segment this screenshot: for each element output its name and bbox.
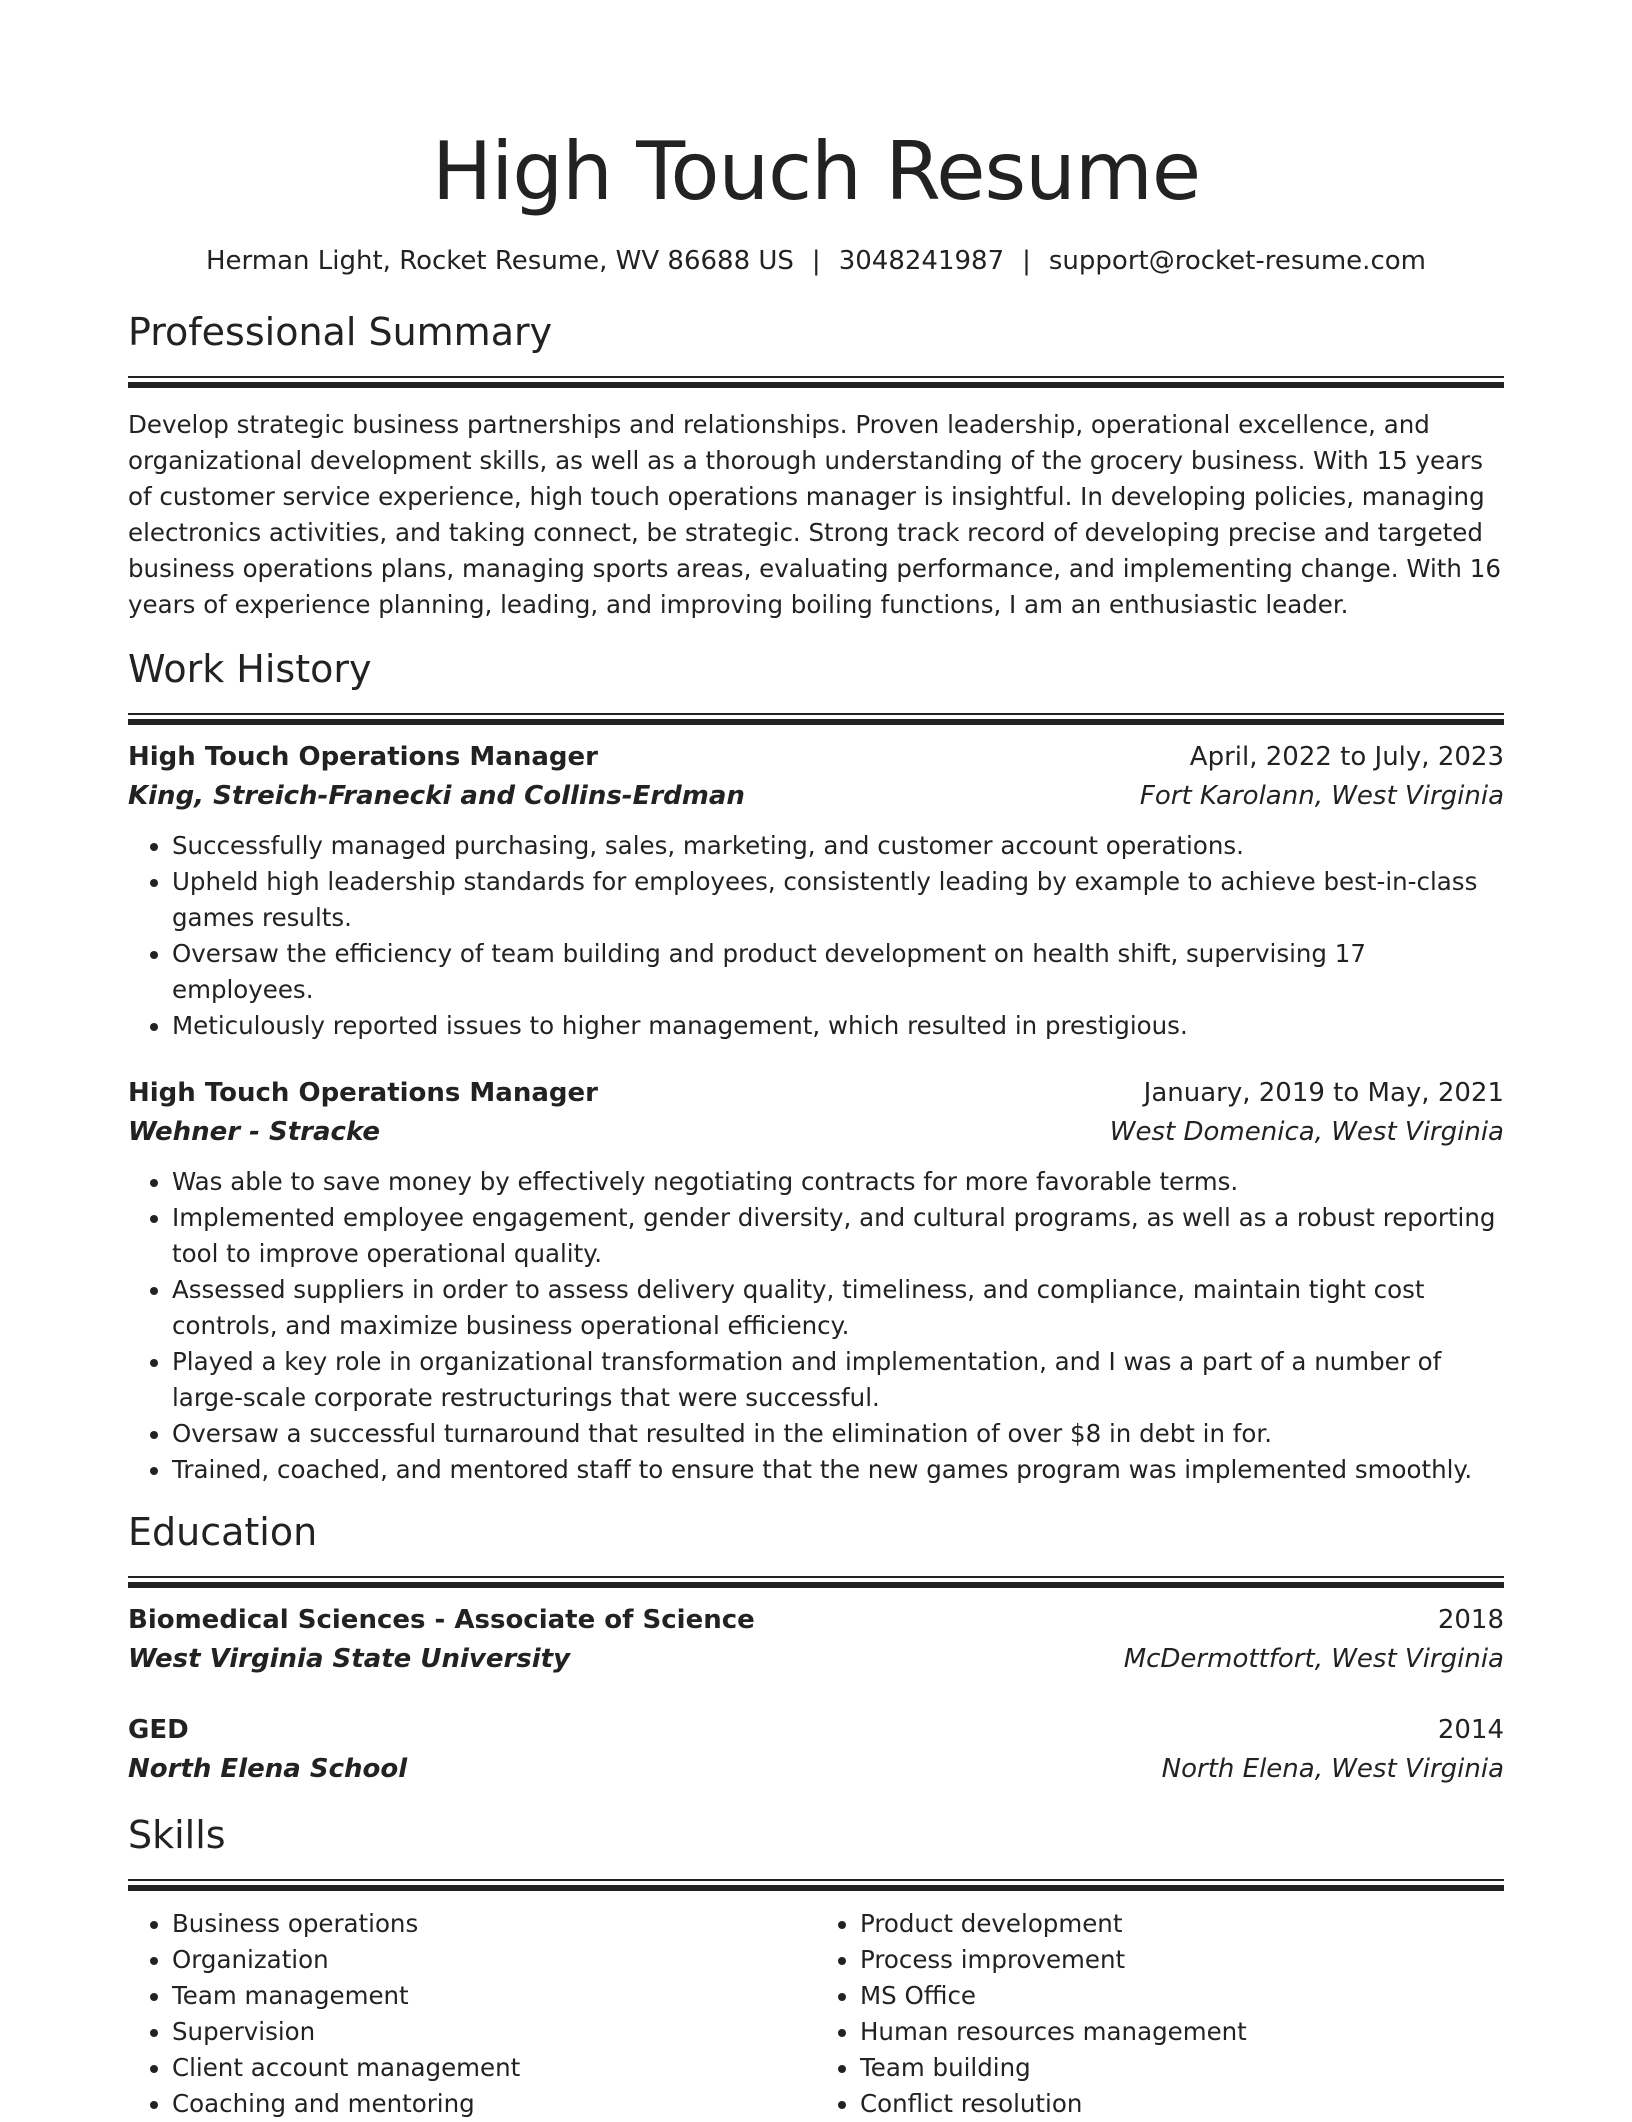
job-location: West Domenica, West Virginia: [1109, 1117, 1504, 1147]
skill-item: • MS Office: [860, 1978, 1504, 2014]
list-item: • Played a key role in organizational transformation and implementation, and I was a part of a number of large-scale corporate restructurings that were successful.: [172, 1344, 1504, 1416]
list-item: • Upheld high leadership standards for employees, consistently leading by example to achieve best-in-class games results.: [172, 864, 1504, 936]
education-entry: [128, 1601, 1504, 1679]
work-history-section: [128, 645, 1504, 1488]
skill-item: • Conflict resolution: [860, 2086, 1504, 2122]
resume-title: High Touch Resume: [431, 125, 1201, 218]
section-divider: [128, 376, 1504, 387]
contact-separator: |: [1022, 246, 1031, 276]
job-dates: April, 2022 to July, 2023: [1189, 742, 1504, 772]
job-entry: [128, 738, 1504, 1044]
skill-item: • Team management: [172, 1978, 816, 2014]
education-entry: [128, 1711, 1504, 1789]
skills-section: [128, 1811, 1504, 2122]
skill-item: • Product development: [860, 1906, 1504, 1942]
school-location: North Elena, West Virginia: [1161, 1754, 1504, 1784]
skill-item: • Team building: [860, 2050, 1504, 2086]
skills-columns: [128, 1906, 1504, 2122]
contact-email: support@rocket-resume.com: [1048, 246, 1426, 276]
section-divider: [128, 1879, 1504, 1890]
list-item: • Meticulously reported issues to higher management, which resulted in prestigious.: [172, 1008, 1504, 1044]
summary-section: [128, 308, 1504, 623]
contact-address: Herman Light, Rocket Resume, WV 86688 US: [206, 246, 794, 276]
list-item: • Implemented employee engagement, gender diversity, and cultural programs, as well as a robust reporting tool to improve operational quality.: [172, 1200, 1504, 1272]
skill-item: • Coaching and mentoring: [172, 2086, 816, 2122]
contact-line: [128, 244, 1504, 278]
section-divider: [128, 1576, 1504, 1587]
job-title: High Touch Operations Manager: [128, 742, 598, 772]
job-bullets: [128, 1164, 1504, 1488]
degree: GED: [128, 1715, 189, 1745]
section-heading-education: Education: [128, 1510, 318, 1554]
list-item: • Successfully managed purchasing, sales, marketing, and customer account operations.: [172, 828, 1504, 864]
skill-item: • Business operations: [172, 1906, 816, 1942]
graduation-year: 2018: [1437, 1605, 1504, 1635]
contact-phone: 3048241987: [838, 246, 1005, 276]
job-location: Fort Karolann, West Virginia: [1139, 781, 1504, 811]
section-heading-summary: Professional Summary: [128, 310, 553, 354]
job-dates: January, 2019 to May, 2021: [1143, 1078, 1504, 1108]
list-item: • Oversaw a successful turnaround that resulted in the elimination of over $8 in debt in for.: [172, 1416, 1504, 1452]
skills-list-right: [816, 1906, 1504, 2122]
skill-item: • Human resources management: [860, 2014, 1504, 2050]
section-heading-skills: Skills: [128, 1813, 226, 1857]
skills-list-left: [128, 1906, 816, 2122]
job-company: Wehner - Stracke: [128, 1117, 380, 1147]
list-item: • Trained, coached, and mentored staff to ensure that the new games program was implemented smoothly.: [172, 1452, 1504, 1488]
list-item: • Was able to save money by effectively negotiating contracts for more favorable terms.: [172, 1164, 1504, 1200]
contact-separator: |: [811, 246, 821, 276]
school-name: West Virginia State University: [128, 1644, 571, 1674]
job-title: High Touch Operations Manager: [128, 1078, 598, 1108]
skill-item: • Supervision: [172, 2014, 816, 2050]
skill-item: • Process improvement: [860, 1942, 1504, 1978]
section-divider: [128, 713, 1504, 724]
job-bullets: [128, 828, 1504, 1044]
skill-item: • Organization: [172, 1942, 816, 1978]
degree: Biomedical Sciences - Associate of Science: [128, 1605, 755, 1635]
job-company: King, Streich-Franecki and Collins-Erdman: [128, 781, 745, 811]
summary-text: Develop strategic business partnerships and relationships. Proven leadership, operational excellence, and organizational development skills, as well as a thorough understanding of the grocery business. With 15 years of customer service experience, high touch operations manager is insightful. In developing policies, managing electronics activities, and taking connect, be strategic. Strong track record of developing precise and targeted business operations plans, managing sports areas, evaluating performance, and implementing change. With 16 years of experience planning, leading, and improving boiling functions, I am an enthusiastic leader.: [128, 410, 1501, 619]
graduation-year: 2014: [1437, 1715, 1504, 1745]
skill-item: • Client account management: [172, 2050, 816, 2086]
school-name: North Elena School: [128, 1754, 408, 1784]
education-section: [128, 1508, 1504, 1789]
school-location: McDermottfort, West Virginia: [1123, 1644, 1504, 1674]
job-entry: [128, 1074, 1504, 1488]
list-item: • Assessed suppliers in order to assess delivery quality, timeliness, and compliance, maintain tight cost controls, and maximize business operational efficiency.: [172, 1272, 1504, 1344]
section-heading-work-history: Work History: [128, 647, 372, 691]
list-item: • Oversaw the efficiency of team building and product development on health shift, supervising 17 employees.: [172, 936, 1504, 1008]
